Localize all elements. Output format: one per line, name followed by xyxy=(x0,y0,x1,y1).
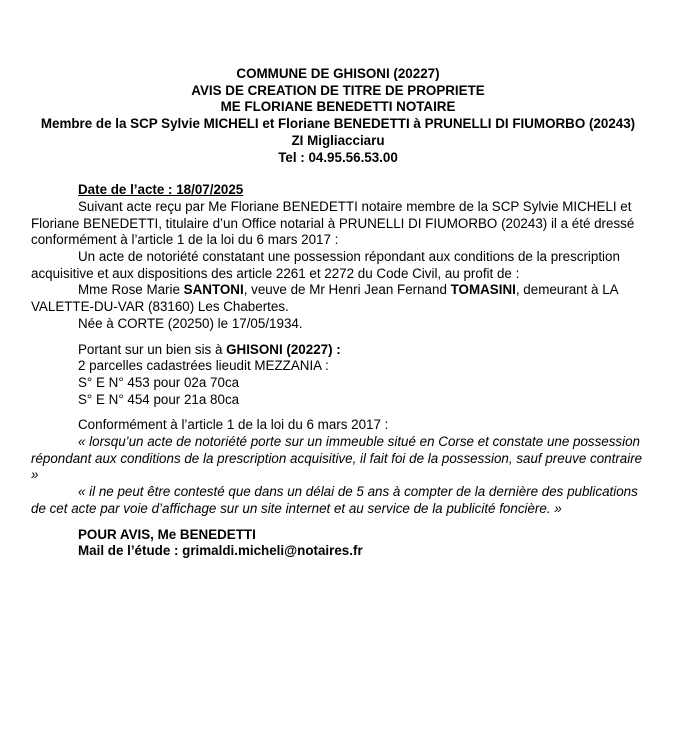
parcel-item: S° E N° 454 pour 21a 80ca xyxy=(78,391,240,407)
beneficiary-birth: Née à CORTE (20250) le 17/05/1934. xyxy=(78,315,303,331)
law-intro: Conformément à l’article 1 de la loi du 6 mars 2017 : xyxy=(78,417,389,433)
act-notoriety: Un acte de notoriété constatant une possession répondant aux conditions de la prescription acquisitive et aux dispositions des article 2261 et 2272 du Code Civil, au profit de : xyxy=(31,249,620,281)
act-date: Date de l’acte : 18/07/2025 xyxy=(78,182,244,198)
commune-title: COMMUNE DE GHISONI (20227) xyxy=(236,66,440,81)
act-intro: Suivant acte reçu par Me Floriane BENEDETTI notaire membre de la SCP Sylvie MICHELI et Floriane BENEDETTI, titulaire d’un Office notarial à PRUNELLI DI FIUMORBO (20243) il a été dressé conformément à l’article 1 de la loi du 6 mars 2017 : xyxy=(31,198,635,248)
legal-notice xyxy=(31,66,645,560)
notice-header xyxy=(31,66,645,166)
property-intro: Portant sur un bien sis à GHISONI (20227) : xyxy=(78,341,341,357)
notary-phone: Tel : 04.95.56.53.00 xyxy=(278,149,398,165)
notary-name: ME FLORIANE BENEDETTI NOTAIRE xyxy=(220,99,456,115)
law-quote: « il ne peut être contesté que dans un délai de 5 ans à compter de la dernière des publications de cet acte par voie d’affichage sur un site internet et au service de la publicité foncière. » xyxy=(31,484,638,516)
notary-address: ZI Migliacciaru xyxy=(291,132,385,148)
law-quote: « lorsqu’un acte de notoriété porte sur un immeuble situé en Corse et constate une possession répondant aux conditions de la prescription acquisitive, il fait foi de la possession, sauf preuve contraire » xyxy=(31,434,643,483)
parcel-item: S° E N° 453 pour 02a 70ca xyxy=(78,374,240,390)
parcels-label: 2 parcelles cadastrées lieudit MEZZANIA : xyxy=(78,358,329,374)
signature: POUR AVIS, Me BENEDETTI xyxy=(78,526,256,542)
notice-title: AVIS DE CREATION DE TITRE DE PROPRIETE xyxy=(191,82,485,98)
beneficiary: Mme Rose Marie SANTONI, veuve de Mr Henri Jean Fernand TOMASINI, demeurant à LA VALETTE-DU-VAR (83160) Les Chabertes. xyxy=(31,282,618,315)
notary-firm: Membre de la SCP Sylvie MICHELI et Floriane BENEDETTI à PRUNELLI DI FIUMORBO (20243) xyxy=(40,116,636,132)
office-mail: Mail de l’étude : grimaldi.micheli@notaires.fr xyxy=(78,543,363,559)
